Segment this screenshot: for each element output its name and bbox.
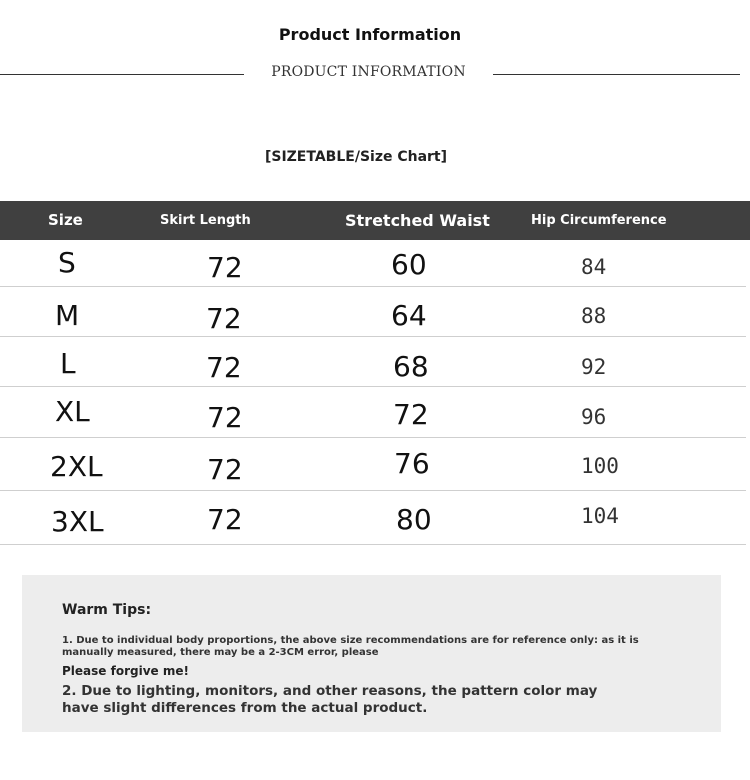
- page-subtitle: PRODUCT INFORMATION: [271, 64, 466, 80]
- size-label: 3XL: [51, 505, 104, 538]
- column-header-skirt-length: Skirt Length: [160, 213, 251, 228]
- stretched-waist-value: 80: [396, 503, 432, 536]
- warm-tips-title: Warm Tips:: [62, 602, 152, 618]
- skirt-length-value: 72: [207, 453, 243, 486]
- warm-tip-1: 1. Due to individual body proportions, the above size recommendations are for reference only: as it is manually measured, there may be a 2-3CM error, please: [62, 635, 639, 658]
- column-header-stretched-waist: Stretched Waist: [345, 211, 490, 230]
- size-label: M: [55, 299, 80, 332]
- skirt-length-value: 72: [207, 401, 243, 434]
- size-chart-caption: [SIZETABLE/Size Chart]: [264, 149, 448, 165]
- table-row: [0, 438, 746, 491]
- hip-value: 96: [581, 405, 607, 429]
- table-row: [0, 287, 746, 337]
- table-row: [0, 491, 746, 545]
- warm-tip-2: 2. Due to lighting, monitors, and other reasons, the pattern color may have slight differences from the actual product.: [62, 683, 598, 716]
- hip-value: 88: [581, 304, 607, 328]
- size-label: 2XL: [50, 450, 103, 483]
- column-header-hip-circumference: Hip Circumference: [531, 213, 667, 228]
- table-row: [0, 240, 746, 287]
- skirt-length-value: 72: [207, 251, 243, 284]
- skirt-length-value: 72: [206, 351, 242, 384]
- hip-value: 84: [581, 255, 607, 279]
- size-label: L: [60, 347, 76, 380]
- skirt-length-value: 72: [206, 302, 242, 335]
- subtitle-row: [0, 63, 750, 85]
- divider-right: [493, 74, 740, 75]
- table-row: [0, 387, 746, 438]
- stretched-waist-value: 60: [391, 248, 427, 281]
- page-header-title: Product Information: [278, 25, 462, 44]
- warm-tip-1-apology: Please forgive me!: [62, 664, 189, 678]
- column-header-size: Size: [48, 211, 83, 229]
- warm-tips-box: [22, 575, 721, 732]
- size-label: XL: [55, 395, 90, 428]
- size-table-header: [0, 201, 750, 240]
- hip-value: 104: [581, 504, 619, 528]
- stretched-waist-value: 72: [393, 398, 429, 431]
- skirt-length-value: 72: [207, 503, 243, 536]
- size-label: S: [58, 246, 76, 279]
- divider-left: [0, 74, 244, 75]
- stretched-waist-value: 76: [394, 447, 430, 480]
- stretched-waist-value: 68: [393, 350, 429, 383]
- hip-value: 92: [581, 355, 607, 379]
- hip-value: 100: [581, 454, 619, 478]
- table-row: [0, 337, 746, 387]
- stretched-waist-value: 64: [391, 299, 427, 332]
